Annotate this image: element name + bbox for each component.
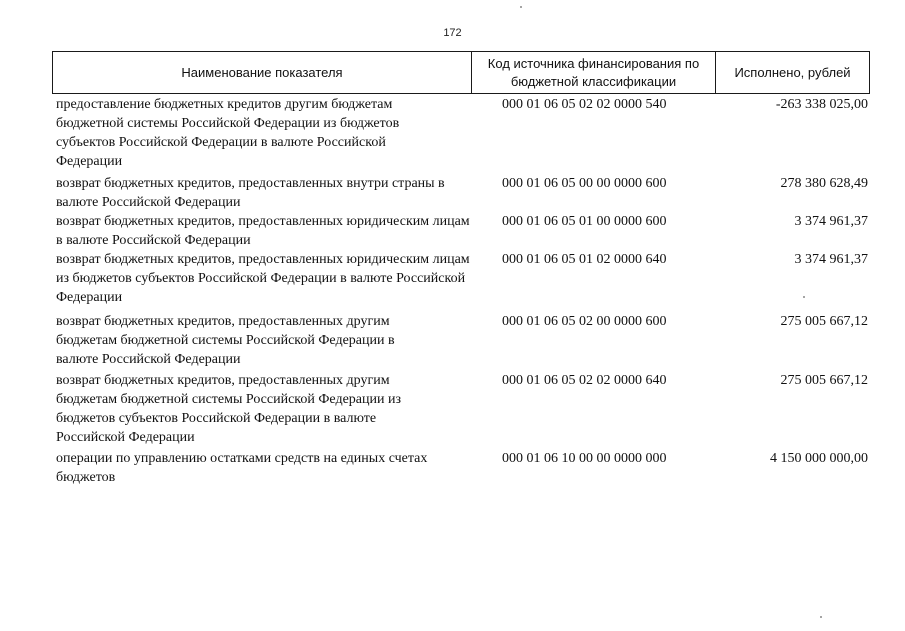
row-amount: 4 150 000 000,00 <box>770 451 868 466</box>
table-row <box>52 95 870 174</box>
table-row <box>52 174 870 212</box>
scan-speck <box>820 616 822 618</box>
scan-speck <box>520 6 522 8</box>
table-row <box>52 250 870 312</box>
row-code: 000 01 06 05 01 00 0000 600 <box>502 214 667 229</box>
row-code: 000 01 06 05 01 02 0000 640 <box>502 252 667 267</box>
row-name: операции по управлению остатками средств на единых счетах бюджетов <box>56 451 428 485</box>
table-body <box>52 95 870 489</box>
table-row <box>52 312 870 371</box>
row-code: 000 01 06 05 02 00 0000 600 <box>502 314 667 329</box>
row-name: возврат бюджетных кредитов, предоставленных юридическим лицам в валюте Российской Федерации <box>56 214 470 248</box>
row-name: возврат бюджетных кредитов, предоставленных другим бюджетам бюджетной системы Российской Федерации в валюте Российской Федерации <box>56 314 395 367</box>
table-header <box>52 51 870 94</box>
table-row <box>52 449 870 489</box>
row-code: 000 01 06 05 00 00 0000 600 <box>502 176 667 191</box>
row-amount: 3 374 961,37 <box>794 214 868 229</box>
header-indicator-name: Наименование показателя <box>53 52 472 93</box>
header-executed-amount: Исполнено, рублей <box>734 64 851 80</box>
row-code: 000 01 06 05 02 02 0000 640 <box>502 373 667 388</box>
row-code: 000 01 06 05 02 02 0000 540 <box>502 97 667 112</box>
row-name: возврат бюджетных кредитов, предоставленных другим бюджетам бюджетной системы Российской Федерации из бюджетов субъектов Российской Федерации в валюте Российской Федерации <box>56 373 402 445</box>
table-row <box>52 371 870 449</box>
row-name: возврат бюджетных кредитов, предоставленных юридическим лицам из бюджетов субъектов Российской Федерации в валюте Российской Федерации <box>56 252 470 305</box>
page-number: 172 <box>443 27 462 39</box>
row-name: возврат бюджетных кредитов, предоставленных внутри страны в валюте Российской Федерации <box>56 176 445 210</box>
row-amount: 275 005 667,12 <box>780 373 868 388</box>
row-code: 000 01 06 10 00 00 0000 000 <box>502 451 667 466</box>
row-name: предоставление бюджетных кредитов другим бюджетам бюджетной системы Российской Федерации из бюджетов субъектов Российской Федерации в валюте Российской Федерации <box>56 97 400 169</box>
header-source-code: Код источника финансирования по бюджетной классификации <box>472 52 716 93</box>
scan-speck <box>803 296 805 298</box>
table-row <box>52 212 870 250</box>
row-amount: 278 380 628,49 <box>780 176 868 191</box>
row-amount: -263 338 025,00 <box>775 97 868 112</box>
row-amount: 275 005 667,12 <box>780 314 868 329</box>
row-amount: 3 374 961,37 <box>794 252 868 267</box>
